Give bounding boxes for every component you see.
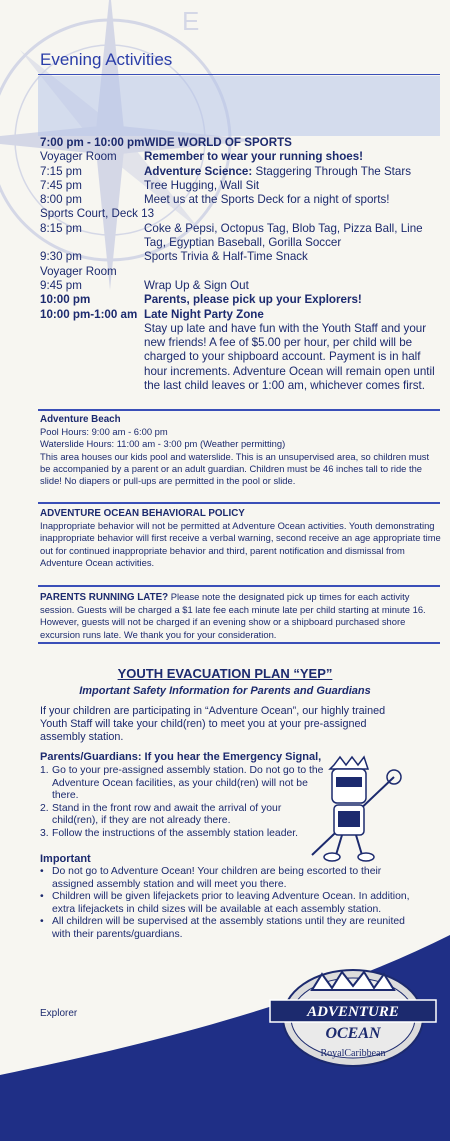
schedule-row: [40, 308, 440, 322]
pool-hours: Pool Hours: 9:00 am - 6:00 pm: [40, 426, 168, 438]
yep-intro: If your children are participating in “Adventure Ocean”, our highly trained Youth Staff will take your child(ren) to meet you at your pre-assigned assembly station.: [40, 705, 386, 743]
schedule-time: 8:15 pm: [40, 221, 82, 235]
waterslide-hours: Waterslide Hours: 11:00 am - 3:00 pm (Weather permitting): [40, 438, 286, 450]
schedule-desc: Parents, please pick up your Explorers!: [144, 293, 362, 307]
policy-text: Inappropriate behavior will not be permitted at Adventure Ocean activities. Youth demonstrating inappropriate behavior will first receive a verbal warning, second receive an age appropriate time out for continued inappropriate behavior and third, parent notification and dismissal from Adventure Ocean activities.: [40, 520, 441, 568]
schedule-desc: Remember to wear your running shoes!: [144, 150, 364, 164]
section-title: ADVENTURE OCEAN BEHAVIORAL POLICY: [40, 508, 245, 519]
schedule-row: [40, 150, 440, 164]
signal-steps: [40, 765, 330, 841]
late-text: Please note the designated pick up times for each activity session. Guests will be charged a $1 late fee each minute late per child starting at minute 16. However, guests will not be charged if an evening show or a shipboard purchased shore excursion runs late. We thank you for your consideration.: [40, 591, 426, 640]
schedule-desc: Coke & Pepsi, Octopus Tag, Blob Tag, Pizza Ball, Line Tag, Egyptian Baseball, Gorilla Soccer: [144, 221, 423, 250]
section-divider: [38, 642, 440, 644]
list-item: [40, 828, 330, 841]
evening-schedule: [40, 136, 440, 393]
schedule-desc-rest: Staggering Through The Stars: [252, 164, 412, 178]
adventure-ocean-logo: [266, 960, 440, 1070]
title-divider: [38, 74, 440, 75]
signal-heading: Parents/Guardians: If you hear the Emergency Signal,: [40, 751, 322, 763]
schedule-time: 9:30 pm: [40, 250, 82, 264]
section-divider: [38, 585, 440, 587]
schedule-time: 10:00 pm: [40, 293, 91, 307]
step-text: Follow the instructions of the assembly station leader.: [52, 827, 299, 839]
schedule-time: 7:15 pm: [40, 164, 82, 178]
parents-late-section: [40, 591, 442, 641]
schedule-row: [40, 250, 440, 264]
schedule-time: 9:45 pm: [40, 278, 82, 292]
schedule-row: [40, 136, 440, 150]
list-item: [40, 765, 330, 803]
schedule-time: 10:00 pm-1:00 am: [40, 307, 138, 321]
list-item: [40, 803, 330, 828]
section-divider: [38, 409, 440, 411]
schedule-location: Sports Court, Deck 13: [40, 207, 155, 221]
schedule-row: [40, 293, 440, 307]
section-title: PARENTS RUNNING LATE?: [40, 592, 169, 603]
schedule-time: 7:45 pm: [40, 178, 82, 192]
yep-subtitle: Important Safety Information for Parents and Guardians: [79, 685, 371, 697]
schedule-desc: Stay up late and have fun with the Youth Staff and your new friends! A fee of $5.00 per hour, per child will be charged to your shipboard account. Payment is in half hour increments. Adventure Ocean will remain open until the last child leaves or 1:00 am, whichever comes first.: [144, 321, 435, 393]
schedule-row: [40, 279, 440, 293]
beach-description: This area houses our kids pool and waterslide. This is an unsupervised area, so children must be accompanied by a parent or an adult guardian. Children must be 46 inches tall to ride the slide! No diapers or pull-ups are permitted in the pool or slide.: [40, 450, 430, 487]
schedule-time: 8:00 pm: [40, 193, 82, 207]
schedule-desc: [144, 165, 440, 179]
schedule-desc: Meet us at the Sports Deck for a night of sports!: [144, 193, 390, 207]
schedule-row: [40, 265, 440, 279]
schedule-row: [40, 222, 440, 251]
schedule-row: [40, 322, 440, 393]
logo-line1: ADVENTURE: [307, 1004, 399, 1020]
schedule-time: [40, 322, 144, 393]
list-item: [40, 866, 412, 891]
schedule-row: [40, 179, 440, 193]
important-text: Children will be given lifejackets prior to leaving Adventure Ocean. In addition, extra lifejackets in child sizes will be available at each assembly station.: [52, 891, 410, 915]
schedule-desc: Tree Hugging, Wall Sit: [144, 178, 260, 192]
yep-title: YOUTH EVACUATION PLAN “YEP”: [117, 666, 333, 681]
bullet-icon: •: [40, 891, 44, 903]
list-item: [40, 891, 412, 916]
mascot-character-icon: [304, 755, 404, 865]
step-text: Stand in the front row and await the arrival of your child(ren), if they are not already there.: [52, 802, 282, 827]
adventure-beach-section: [40, 414, 442, 487]
list-item: [40, 916, 412, 941]
title-band: [38, 76, 440, 136]
behavioral-policy-section: [40, 508, 442, 569]
step-text: Go to your pre-assigned assembly station. Do not go to the Adventure Ocean facilities, as your child(ren) will not be there.: [52, 765, 324, 802]
schedule-row: [40, 193, 440, 207]
step-number: 2.: [40, 802, 49, 814]
schedule-desc: Wrap Up & Sign Out: [144, 278, 249, 292]
page-title: Evening Activities: [40, 50, 173, 69]
footer-label: Explorer: [40, 1008, 78, 1019]
svg-text:E: E: [182, 6, 200, 36]
section-divider: [38, 502, 440, 504]
important-heading: Important: [40, 853, 91, 865]
logo-line2: OCEAN: [325, 1025, 381, 1042]
step-number: 1.: [40, 765, 49, 776]
schedule-desc: Late Night Party Zone: [144, 307, 264, 321]
important-text: Do not go to Adventure Ocean! Your children are being escorted to their assigned assembly station and will meet you there.: [52, 866, 382, 890]
important-list: [40, 866, 412, 942]
section-title: Adventure Beach: [40, 414, 121, 425]
schedule-time: Voyager Room: [40, 150, 117, 164]
schedule-desc: WIDE WORLD OF SPORTS: [144, 136, 292, 149]
bullet-icon: •: [40, 916, 44, 928]
schedule-time: 7:00 pm - 10:00 pm: [40, 136, 145, 149]
schedule-row: [40, 207, 440, 221]
schedule-location: Voyager Room: [40, 264, 117, 278]
step-number: 3.: [40, 827, 49, 839]
schedule-desc-bold: Adventure Science:: [144, 164, 253, 178]
important-text: All children will be supervised at the assembly stations until they are reunited with their parents/guardians.: [52, 916, 405, 940]
schedule-row: [40, 165, 440, 179]
schedule-desc: Sports Trivia & Half-Time Snack: [144, 250, 308, 264]
logo-brand: RoyalCaribbean: [320, 1048, 386, 1059]
bullet-icon: •: [40, 866, 44, 877]
